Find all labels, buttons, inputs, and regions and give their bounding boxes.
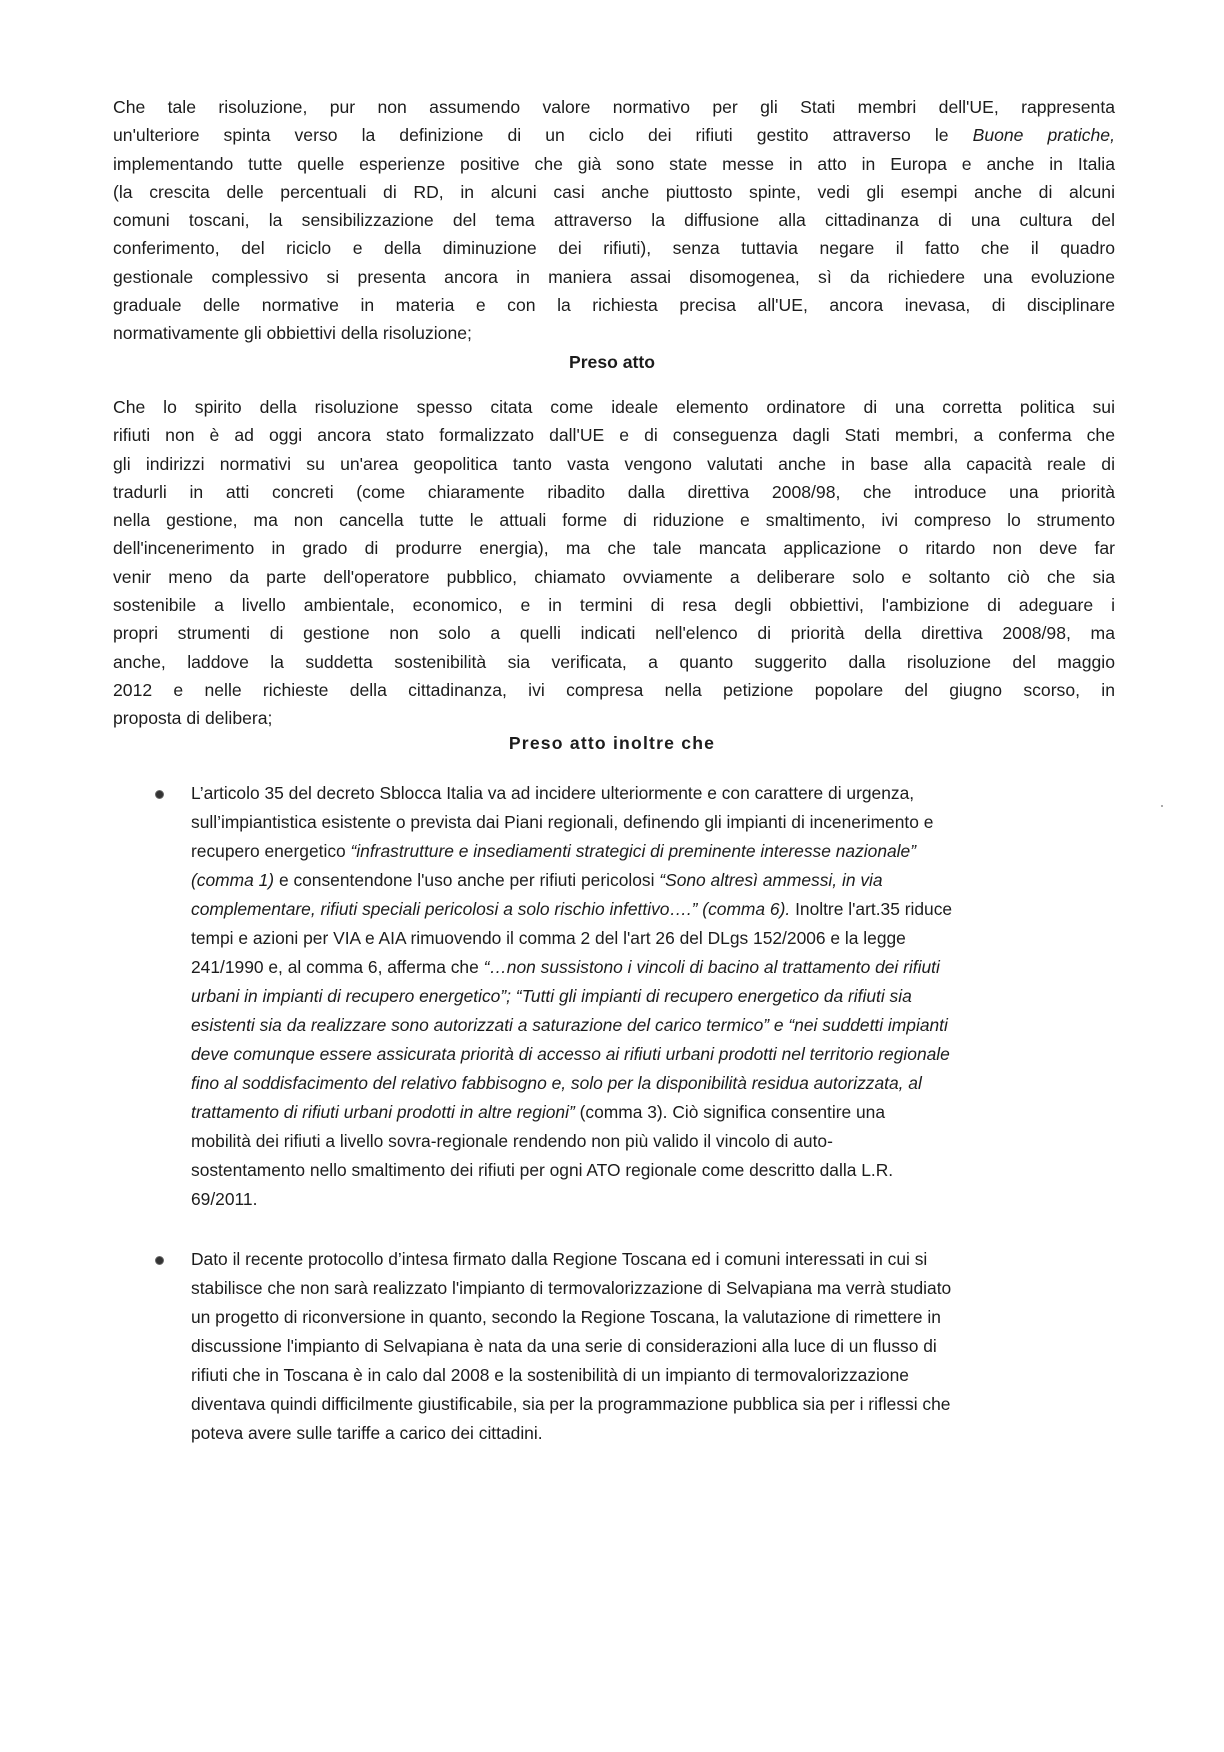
text-line <box>191 924 1120 953</box>
text-line <box>191 982 1120 1011</box>
bullet-list <box>140 779 1120 1448</box>
text-run: 69/2011. <box>191 1189 258 1209</box>
text-run: gli indirizzi normativi su un'area geopolitica tanto vasta vengono valutati anche in base alla capacità reale di <box>113 453 1115 474</box>
text-line <box>191 1303 1120 1332</box>
text-line <box>191 779 1120 808</box>
text-line <box>113 478 1115 506</box>
text-run: e consentendone l'uso anche per rifiuti pericolosi <box>274 870 660 890</box>
text-line <box>191 1040 1120 1069</box>
text-line <box>113 619 1115 647</box>
text-run: venir meno da parte dell'operatore pubblico, chiamato ovviamente a deliberare solo e soltanto ciò che sia <box>113 566 1115 587</box>
text-run: 2012 e nelle richieste della cittadinanza, ivi compresa nella petizione popolare del giugno scorso, in <box>113 679 1115 700</box>
text-run: L’articolo 35 del decreto Sblocca Italia va ad incidere ulteriormente e con carattere di urgenza, <box>191 783 915 803</box>
text-run: recupero energetico <box>191 841 351 861</box>
text-line <box>113 704 1115 732</box>
text-line <box>191 1274 1120 1303</box>
italic-text-run: complementare, rifiuti speciali pericolosi a solo rischio infettivo….” (comma 6). <box>191 899 791 919</box>
italic-text-run: trattamento di rifiuti urbani prodotti in altre regioni” <box>191 1102 575 1122</box>
text-run: nella gestione, ma non cancella tutte le attuali forme di riduzione e smaltimento, ivi compreso lo strumento <box>113 510 1115 531</box>
italic-text-run: (comma 1) <box>191 870 275 890</box>
text-run: sostentamento nello smaltimento dei rifiuti per ogni ATO regionale come descritto dalla L.R. <box>191 1160 894 1180</box>
text-run: poteva avere sulle tariffe a carico dei cittadini. <box>191 1423 543 1443</box>
scan-speck <box>1161 805 1163 807</box>
text-line <box>191 1361 1120 1390</box>
heading-preso-atto: Preso atto <box>568 352 656 372</box>
text-line <box>191 1069 1120 1098</box>
text-line <box>191 1245 1120 1274</box>
text-line <box>191 1156 1120 1185</box>
text-run: implementando tutte quelle esperienze positive che già sono state messe in atto in Europa e anche in Italia <box>113 153 1115 174</box>
text-line <box>113 506 1115 534</box>
text-line <box>113 676 1115 704</box>
bullet-item-art35 <box>140 779 1120 1214</box>
text-run: tradurli in atti concreti (come chiaramente ribadito dalla direttiva 2008/98, che introduce una priorità <box>113 481 1115 502</box>
text-run: (comma 3). Ciò significa consentire una <box>574 1102 886 1122</box>
text-run: Dato il recente protocollo d’intesa firmato dalla Regione Toscana ed i comuni interessati in cui si <box>191 1249 928 1269</box>
text-line <box>191 1127 1120 1156</box>
text-line <box>191 1419 1120 1448</box>
text-line <box>191 953 1120 982</box>
text-line <box>191 1011 1120 1040</box>
text-run: sostenibile a livello ambientale, economico, e in termini di resa degli obbiettivi, l'ambizione di adeguare i <box>113 595 1115 616</box>
text-line <box>113 319 1115 347</box>
bullet-icon <box>155 1256 164 1265</box>
text-run: rifiuti che in Toscana è in calo dal 2008 e la sostenibilità di un impianto di termovalorizzazione <box>191 1365 909 1385</box>
text-line <box>191 837 1120 866</box>
italic-text-run: Buone pratiche, <box>972 125 1115 146</box>
text-run: Che tale risoluzione, pur non assumendo valore normativo per gli Stati membri dell'UE, rappresenta <box>113 97 1115 117</box>
text-line <box>113 234 1115 262</box>
text-line <box>191 1098 1120 1127</box>
text-line <box>113 591 1115 619</box>
text-line <box>191 808 1120 837</box>
text-run: un'ulteriore spinta verso la definizione di un ciclo dei rifiuti gestito attraverso le <box>113 125 973 146</box>
text-run: discussione l'impianto di Selvapiana è nata da una serie di considerazioni alla luce di un flusso di <box>191 1336 937 1356</box>
text-line <box>191 866 1120 895</box>
bullet-icon <box>155 790 164 799</box>
text-line <box>113 121 1115 149</box>
text-line <box>113 563 1115 591</box>
text-run: proposta di delibera; <box>113 708 273 729</box>
text-run: diventava quindi difficilmente giustificabile, sia per la programmazione pubblica sia per i riflessi che <box>191 1394 951 1414</box>
text-line <box>191 895 1120 924</box>
text-line <box>113 450 1115 478</box>
text-run: conferimento, del riciclo e della diminuzione dei rifiuti), senza tuttavia negare il fatto che il quadro <box>113 238 1115 259</box>
second-paragraph <box>113 393 1115 733</box>
text-line <box>113 93 1115 121</box>
text-line <box>113 393 1115 421</box>
text-line <box>113 178 1115 206</box>
text-run: (la crescita delle percentuali di RD, in alcuni casi anche piuttosto spinte, vedi gli esempi anche di alcuni <box>113 181 1115 202</box>
text-line <box>113 206 1115 234</box>
italic-text-run: “infrastrutture e insediamenti strategici di preminente interesse nazionale” <box>350 841 916 861</box>
text-line <box>113 150 1115 178</box>
text-run: graduale delle normative in materia e con la richiesta precisa all'UE, ancora inevasa, di disciplinare <box>113 295 1115 316</box>
text-run: stabilisce che non sarà realizzato l'impianto di termovalorizzazione di Selvapiana ma verrà studiato <box>191 1278 952 1298</box>
text-line <box>113 534 1115 562</box>
italic-text-run: “Sono altresì ammessi, in via <box>659 870 883 890</box>
text-run: Inoltre l'art.35 riduce <box>790 899 953 919</box>
text-run: mobilità dei rifiuti a livello sovra-regionale rendendo non più valido il vincolo di auto- <box>191 1131 833 1151</box>
italic-text-run: “…non sussistono i vincoli di bacino al trattamento dei rifiuti <box>483 957 940 977</box>
bullet-text <box>191 1245 1120 1448</box>
text-run: anche, laddove la suddetta sostenibilità sia verificata, a quanto suggerito dalla risoluzione del maggio <box>113 651 1115 672</box>
text-line <box>113 291 1115 319</box>
text-run: propri strumenti di gestione non solo a quelli indicati nell'elenco di priorità della direttiva 2008/98, ma <box>113 623 1115 644</box>
text-line <box>191 1390 1120 1419</box>
text-run: gestionale complessivo si presenta ancora in maniera assai disomogenea, sì da richiedere una evoluzione <box>113 266 1115 287</box>
text-run: dell'incenerimento in grado di produrre energia), ma che tale mancata applicazione o ritardo non deve far <box>113 538 1115 559</box>
bullet-item-protocollo <box>140 1245 1120 1448</box>
text-line <box>113 648 1115 676</box>
text-line <box>191 1332 1120 1361</box>
italic-text-run: deve comunque essere assicurata priorità di accesso ai rifiuti urbani prodotti nel territorio regionale <box>191 1044 950 1064</box>
text-line <box>191 1185 1120 1214</box>
text-line <box>113 263 1115 291</box>
italic-text-run: urbani in impianti di recupero energetico”; “Tutti gli impianti di recupero energetico da rifiuti sia <box>191 986 912 1006</box>
text-run: Che lo spirito della risoluzione spesso citata come ideale elemento ordinatore di una corretta politica sui <box>113 397 1115 417</box>
text-run: comuni toscani, la sensibilizzazione del tema attraverso la diffusione alla cittadinanza di una cultura del <box>113 210 1115 231</box>
heading-preso-atto-inoltre: Preso atto inoltre che <box>508 733 716 753</box>
bullet-text <box>191 779 1120 1214</box>
italic-text-run: fino al soddisfacimento del relativo fabbisogno e, solo per la disponibilità residua autorizzata, al <box>191 1073 922 1093</box>
text-line <box>113 421 1115 449</box>
text-run: rifiuti non è ad oggi ancora stato formalizzato dall'UE e di conseguenza dagli Stati membri, a conferma che <box>113 425 1115 446</box>
text-run: un progetto di riconversione in quanto, secondo la Regione Toscana, la valutazione di rimettere in <box>191 1307 941 1327</box>
text-run: normativamente gli obbiettivi della risoluzione; <box>113 323 472 344</box>
italic-text-run: esistenti sia da realizzare sono autorizzati a saturazione del carico termico” e “nei suddetti impianti <box>191 1015 948 1035</box>
intro-paragraph <box>113 93 1115 348</box>
text-run: 241/1990 e, al comma 6, afferma che <box>191 957 484 977</box>
text-run: tempi e azioni per VIA e AIA rimuovendo il comma 2 del l'art 26 del DLgs 152/2006 e la legge <box>191 928 906 948</box>
text-run: sull’impiantistica esistente o prevista dai Piani regionali, definendo gli impianti di incenerimento e <box>191 812 934 832</box>
